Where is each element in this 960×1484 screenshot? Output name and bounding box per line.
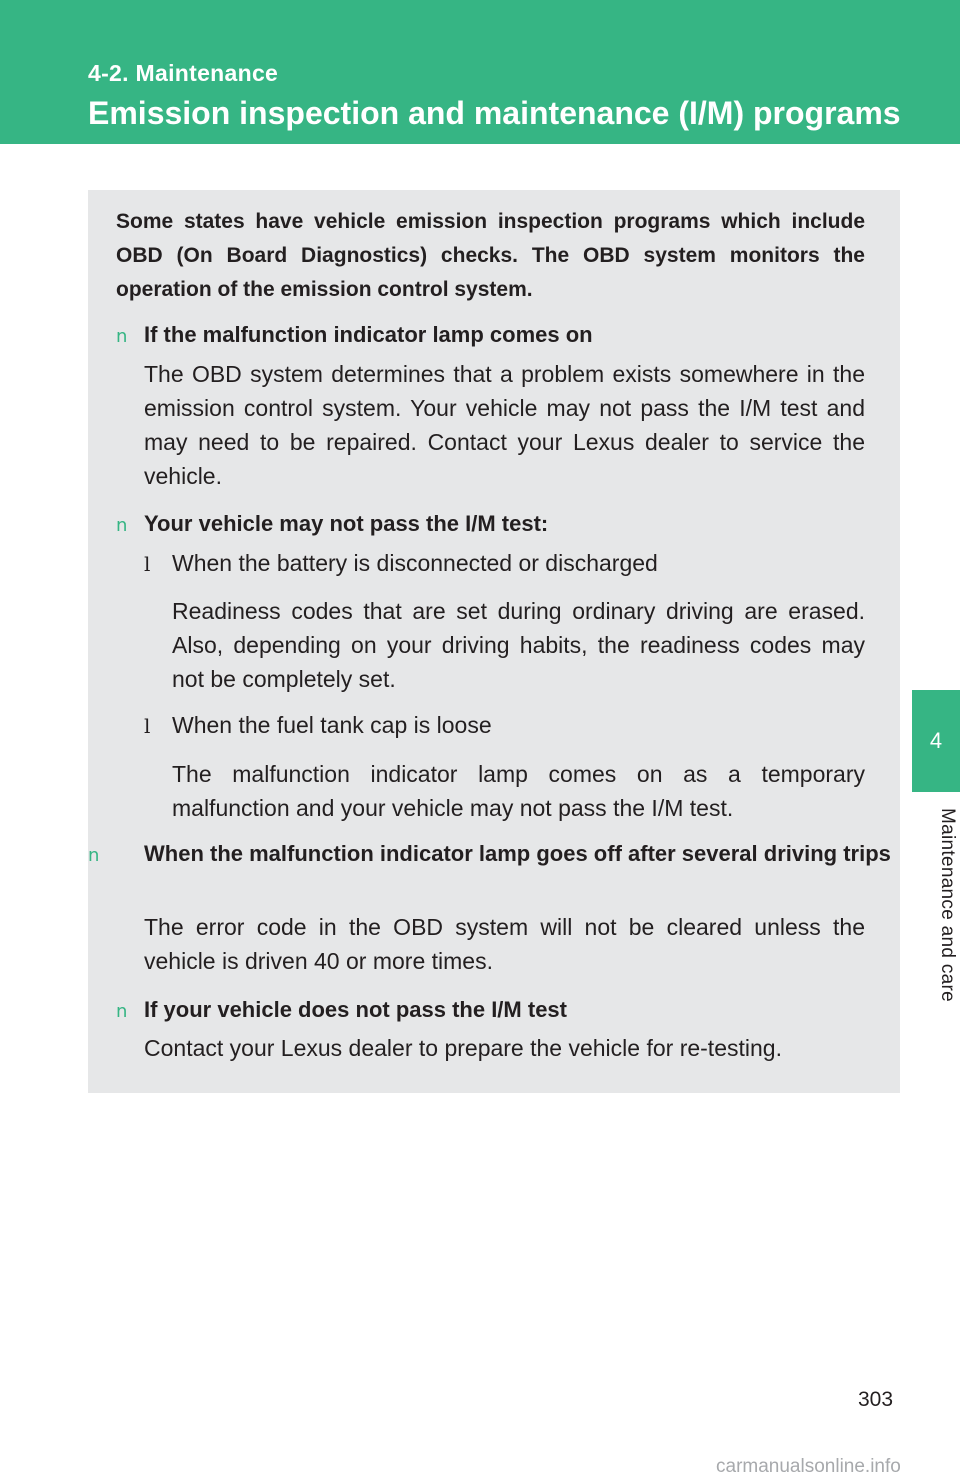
list-item (144, 708, 492, 743)
watermark[interactable]: carmanualsonline.info (716, 1456, 901, 1477)
page-header (0, 0, 960, 144)
square-bullet-icon: n (116, 515, 128, 536)
heading-text: If your vehicle does not pass the I/M test (144, 997, 567, 1022)
page-number: 303 (858, 1388, 894, 1411)
intro-text: Some states have vehicle emission inspection programs which include OBD (On Board Diagnostics) checks. The OBD system monitors the operation of the emission control system. (116, 210, 865, 301)
section-body: Contact your Lexus dealer to prepare the vehicle for re-testing. (144, 1035, 782, 1061)
list-item-text: The malfunction indicator lamp comes on as a temporary malfunction and your vehicle may not pass the I/M test. (172, 761, 865, 821)
heading-text: If the malfunction indicator lamp comes on (144, 322, 593, 347)
square-bullet-icon: n (88, 845, 100, 866)
square-bullet-icon: n (116, 1001, 128, 1022)
section-heading (116, 507, 865, 543)
chapter-tab[interactable] (912, 690, 960, 792)
list-item-title: When the fuel tank cap is loose (172, 712, 492, 738)
square-bullet-icon: n (116, 326, 128, 347)
section-body: The OBD system determines that a problem exists somewhere in the emission control system. Your vehicle may not pass the I/M test and may need to be repaired. Contact your Lexus dealer to service the vehicle. (144, 361, 865, 489)
chapter-number: 4 (929, 728, 943, 753)
section-heading (116, 318, 865, 354)
list-item-text: Readiness codes that are set during ordinary driving are erased. Also, depending on your driving habits, the readiness codes may not be completely set. (172, 598, 865, 692)
section-heading (88, 837, 893, 873)
section-label: 4-2. Maintenance (88, 60, 279, 86)
heading-text: Your vehicle may not pass the I/M test: (144, 511, 549, 536)
section-heading (116, 993, 865, 1029)
chapter-label: Maintenance and care (937, 808, 958, 1003)
page-title: Emission inspection and maintenance (I/M) programs (88, 95, 901, 131)
heading-text: When the malfunction indicator lamp goes off after several driving trips (144, 841, 891, 866)
list-item (144, 546, 658, 581)
dot-bullet-icon: l (144, 552, 151, 576)
list-item-title: When the battery is disconnected or discharged (172, 550, 658, 576)
section-body: The error code in the OBD system will not be cleared unless the vehicle is driven 40 or more times. (144, 914, 865, 974)
dot-bullet-icon: l (144, 714, 151, 738)
